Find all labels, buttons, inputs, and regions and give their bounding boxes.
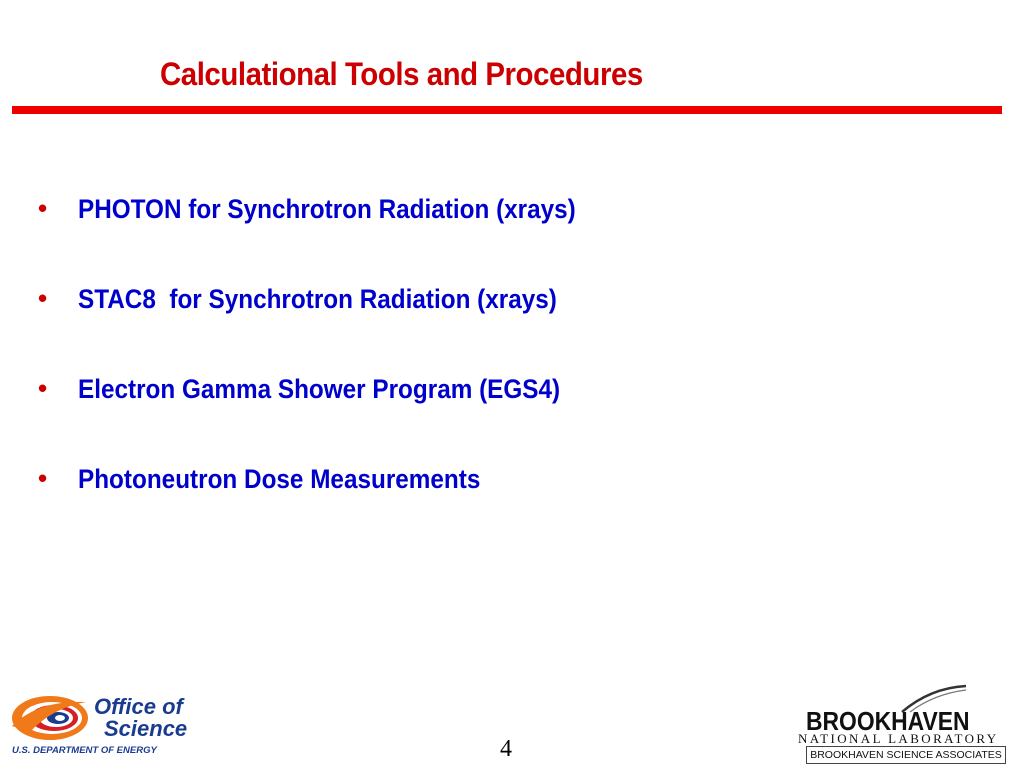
doe-logo-line1: Office of — [94, 694, 183, 719]
page-number: 4 — [500, 736, 512, 762]
slide-title: Calculational Tools and Procedures — [160, 56, 643, 92]
doe-logo-line2: Science — [104, 716, 188, 741]
bullet-text: PHOTON for Synchrotron Radiation (xrays) — [78, 194, 576, 224]
bullet-text: Electron Gamma Shower Program (EGS4) — [78, 374, 561, 404]
bnl-logo-subtitle: NATIONAL LABORATORY — [798, 731, 999, 746]
bullet-item-photon — [36, 194, 631, 224]
doe-logo-dept: U.S. DEPARTMENT OF ENERGY — [12, 745, 157, 756]
bullet-item-egs4 — [36, 374, 614, 404]
bullet-text: STAC8 for Synchrotron Radiation (xrays) — [78, 284, 557, 314]
bullet-icon: • — [38, 463, 48, 493]
bullet-text: Photoneutron Dose Measurements — [78, 464, 481, 494]
bullet-icon: • — [38, 283, 48, 313]
bnl-associates-box — [806, 746, 1006, 764]
bullet-icon: • — [38, 193, 48, 223]
bullet-item-stac8 — [36, 284, 610, 314]
bnl-associates-label: BROOKHAVEN SCIENCE ASSOCIATES — [810, 749, 1002, 761]
bullet-icon: • — [38, 373, 48, 403]
bullet-item-photoneutron — [36, 464, 525, 494]
bnl-logo-name: BROOKHAVEN — [806, 706, 970, 736]
